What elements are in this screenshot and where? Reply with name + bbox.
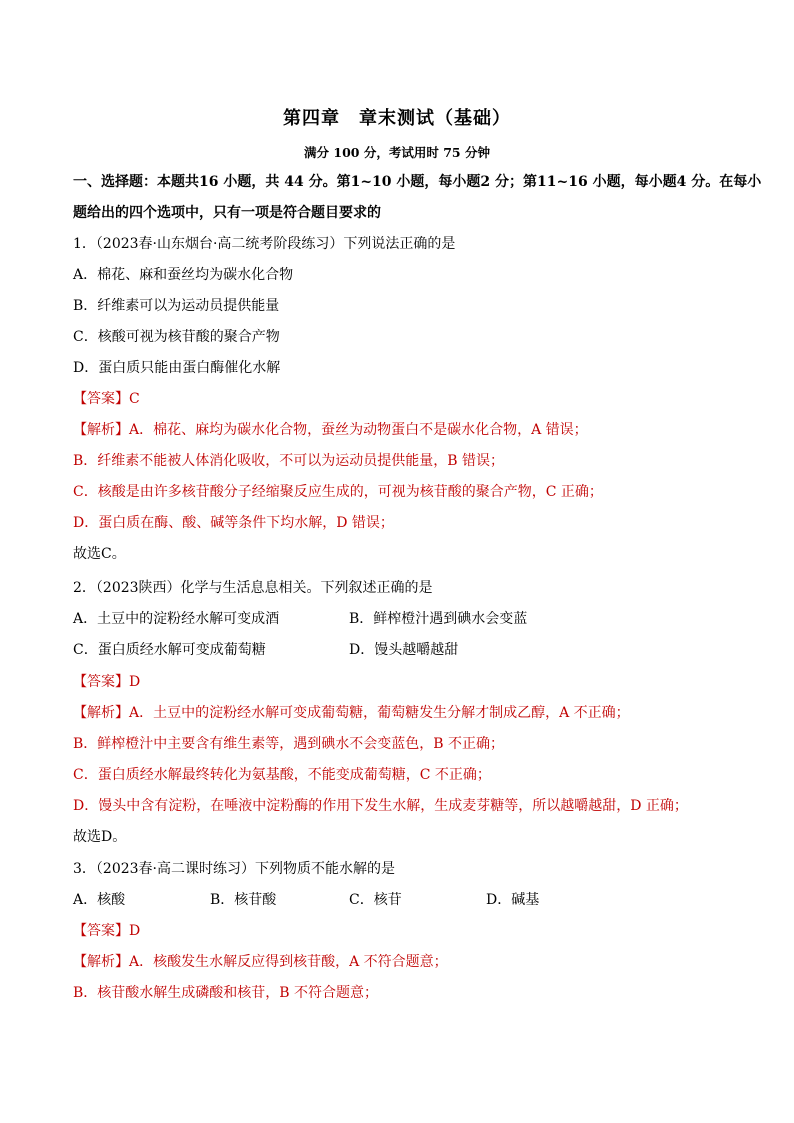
analysis-label: 【解析】 [73, 705, 129, 721]
question-3-option-d: D．碱基 [486, 892, 540, 908]
question-1-option-a: A．棉花、麻和蚕丝均为碳水化合物 [73, 267, 294, 283]
analysis-text: A．棉花、麻均为碳水化合物，蚕丝为动物蛋白不是碳水化合物，A 错误； [129, 422, 588, 438]
question-2-option-b: B．鲜榨橙汁遇到碘水会变蓝 [349, 611, 528, 627]
question-1-option-c: C．核酸可视为核苷酸的聚合产物 [73, 329, 280, 345]
question-2-conclusion: 故选D。 [73, 829, 127, 845]
section-intro-line-2: 题给出的四个选项中，只有一项是符合题目要求的 [73, 205, 381, 221]
analysis-text: A．土豆中的淀粉经水解可变成葡萄糖，葡萄糖发生分解才制成乙醇，A 不正确； [129, 705, 630, 721]
question-3-analysis-line-1 [73, 952, 448, 972]
page-title: 第四章 章末测试（基础） [283, 108, 511, 129]
question-3-answer: 【答案】D [73, 923, 141, 939]
question-2-analysis-line-2: B．鲜榨橙汁中主要含有维生素等，遇到碘水不会变蓝色，B 不正确； [73, 736, 505, 752]
section-intro-line-1: 一、选择题：本题共16 小题，共 44 分。第1~10 小题，每小题2 分；第11~16 小题，每小题4 分。在每小 [73, 174, 762, 190]
question-2-option-c: C．蛋白质经水解可变成葡萄糖 [73, 642, 266, 658]
question-2-option-d: D．馒头越嚼越甜 [349, 642, 459, 658]
question-2-analysis-line-1 [73, 703, 630, 723]
question-2-analysis-line-4: D．馒头中含有淀粉，在唾液中淀粉酶的作用下发生水解，生成麦芽糖等，所以越嚼越甜，D 正确； [73, 798, 688, 814]
question-3-option-a: A．核酸 [73, 892, 126, 908]
question-3-analysis-line-2: B．核苷酸水解生成磷酸和核苷，B 不符合题意； [73, 985, 379, 1001]
question-2-analysis-line-3: C．蛋白质经水解最终转化为氨基酸，不能变成葡萄糖，C 不正确； [73, 767, 491, 783]
question-1-option-d: D．蛋白质只能由蛋白酶催化水解 [73, 360, 281, 376]
question-1-stem: 1．（2023春·山东烟台·高二统考阶段练习）下列说法正确的是 [73, 236, 456, 252]
question-1-conclusion: 故选C。 [73, 546, 126, 562]
question-3-option-c: C．核苷 [349, 892, 402, 908]
analysis-label: 【解析】 [73, 954, 129, 970]
analysis-text: A．核酸发生水解反应得到核苷酸，A 不符合题意； [129, 954, 448, 970]
question-2-answer: 【答案】D [73, 674, 141, 690]
question-1-analysis-line-3: C．核酸是由许多核苷酸分子经缩聚反应生成的，可视为核苷酸的聚合产物，C 正确； [73, 484, 603, 500]
question-1-analysis-line-1 [73, 420, 588, 440]
question-2-option-a: A．土豆中的淀粉经水解可变成酒 [73, 611, 280, 627]
question-1-analysis-line-4: D．蛋白质在酶、酸、碱等条件下均水解，D 错误； [73, 515, 394, 531]
question-1-option-b: B．纤维素可以为运动员提供能量 [73, 298, 280, 314]
page-subtitle: 满分 100 分，考试用时 75 分钟 [304, 145, 490, 160]
analysis-label: 【解析】 [73, 422, 129, 438]
question-1-analysis-line-2: B．纤维素不能被人体消化吸收，不可以为运动员提供能量，B 错误； [73, 453, 505, 469]
question-1-answer: 【答案】C [73, 391, 140, 407]
question-3-stem: 3．（2023春·高二课时练习）下列物质不能水解的是 [73, 861, 395, 877]
question-3-option-b: B．核苷酸 [210, 892, 277, 908]
question-2-stem: 2．（2023陕西）化学与生活息息相关。下列叙述正确的是 [73, 580, 433, 596]
